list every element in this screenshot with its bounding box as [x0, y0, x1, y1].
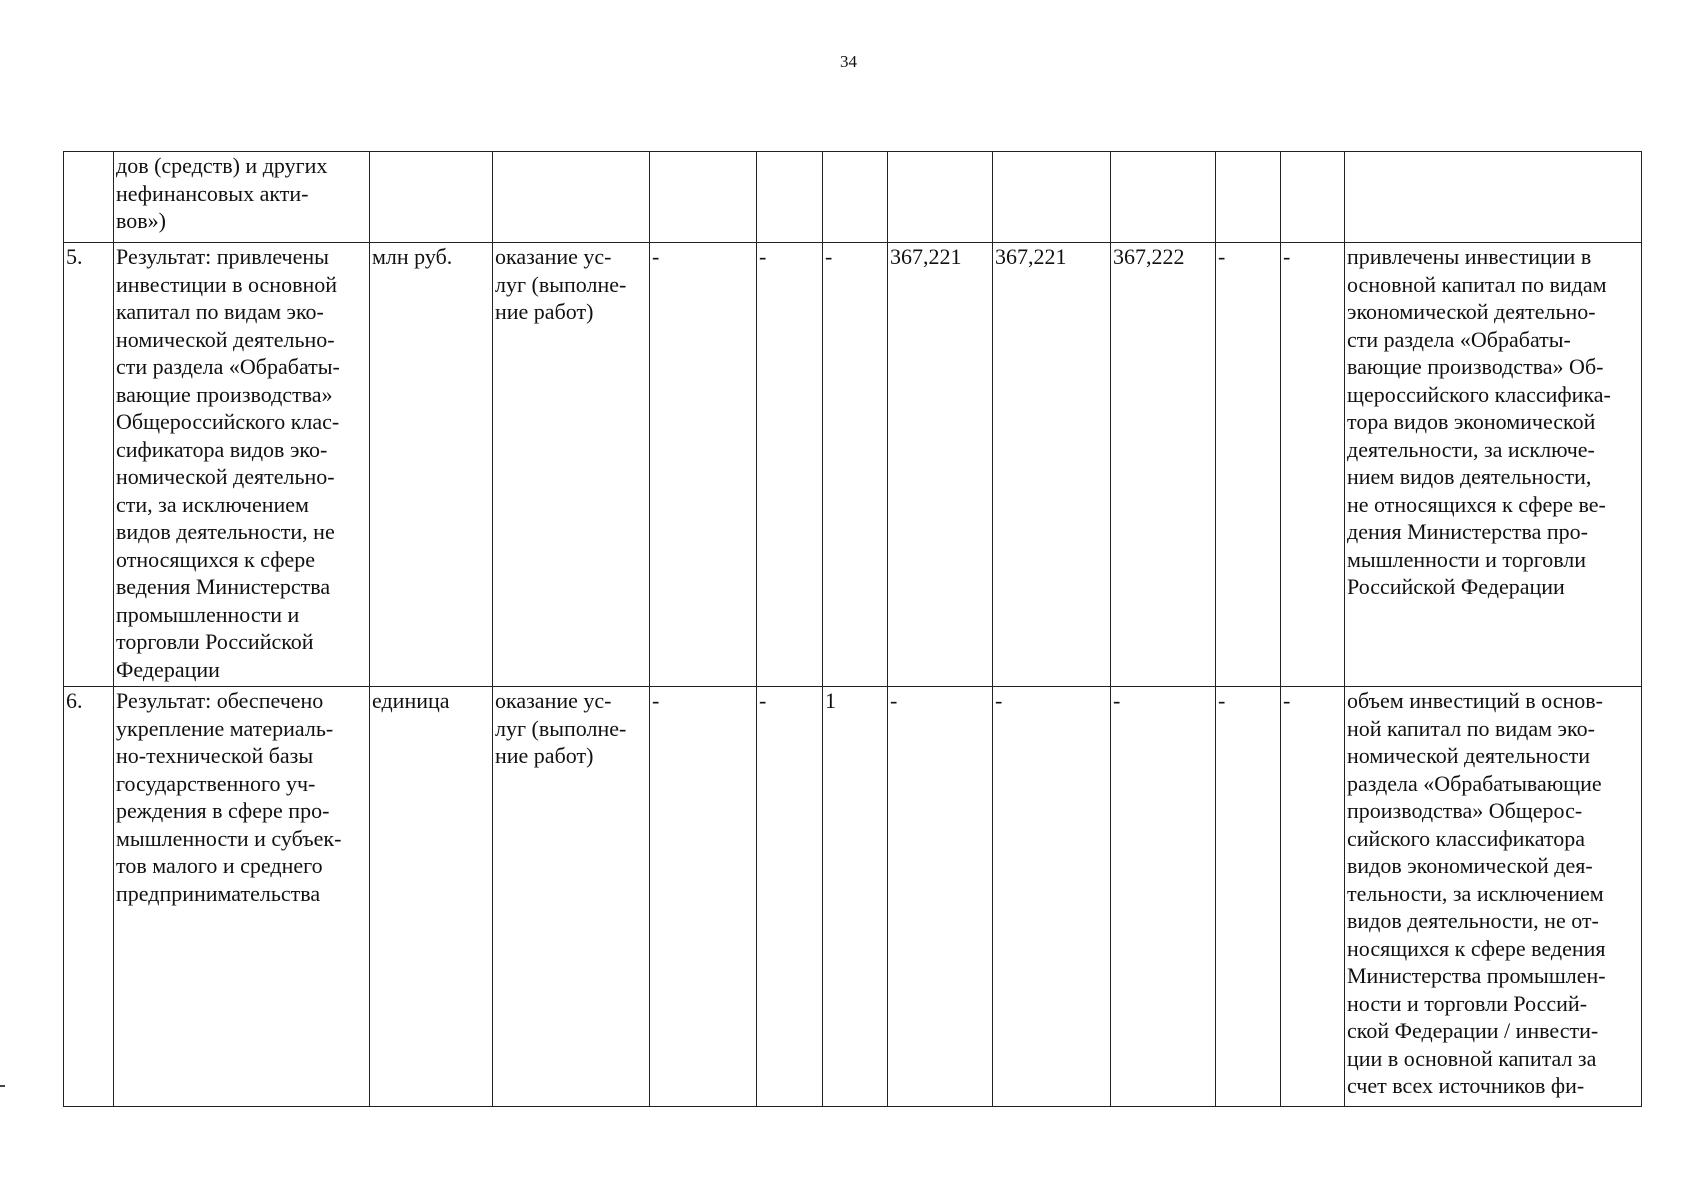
value-cell: -	[650, 243, 757, 687]
value-cell: -	[1216, 687, 1281, 1107]
unit	[370, 152, 493, 243]
value-cell: -	[650, 687, 757, 1107]
results-table	[63, 151, 1642, 1107]
value-cell	[1216, 152, 1281, 243]
result-description: привлечены инвестиции в основной капитал по видам экономической деятельно- сти раздела «Обрабаты- вающие производства» Об- щероссийского классифика- тора видов экономической деятельности, за исключе- нием видов деятельности, не относящихся к сфере ве- дения Министерства про- мышленности и торговли Российской Федерации	[1345, 243, 1642, 687]
value-cell	[1111, 152, 1216, 243]
table-row-6	[64, 687, 1642, 1107]
value-cell: 1	[823, 687, 888, 1107]
page-number: 34	[840, 52, 857, 71]
unit: единица	[370, 687, 493, 1107]
result-type	[493, 152, 650, 243]
result-description	[1345, 152, 1642, 243]
unit: млн руб.	[370, 243, 493, 687]
row-number: 5.	[64, 243, 114, 687]
table-row-continued	[64, 152, 1642, 243]
value-cell: -	[993, 687, 1111, 1107]
value-cell: 367,222	[1111, 243, 1216, 687]
value-cell: 367,221	[993, 243, 1111, 687]
value-cell: -	[888, 687, 993, 1107]
value-cell	[888, 152, 993, 243]
value-cell: -	[1111, 687, 1216, 1107]
value-cell	[993, 152, 1111, 243]
table-row-5	[64, 243, 1642, 687]
result-name: Результат: обеспечено укрепление материаль- но-технической базы государственного уч- реждения в сфере про- мышленности и субъек- тов малого и среднего предпринимательства	[114, 687, 370, 1107]
result-type: оказание ус- луг (выполне- ние работ)	[493, 687, 650, 1107]
result-type: оказание ус- луг (выполне- ние работ)	[493, 243, 650, 687]
value-cell	[757, 152, 823, 243]
value-cell	[823, 152, 888, 243]
value-cell: -	[823, 243, 888, 687]
result-description: объем инвестиций в основ- ной капитал по видам эко- номической деятельности раздела «Обрабатывающие производства» Общерос- сийского классификатора видов экономической дея- тельности, за исключением видов деятельности, не от- носящихся к сфере ведения Министерства промышлен- ности и торговли Россий- ской Федерации / инвести- ции в основной капитал за счет всех источников фи-	[1345, 687, 1642, 1107]
value-cell: -	[1216, 243, 1281, 687]
row-number	[64, 152, 114, 243]
value-cell: -	[757, 687, 823, 1107]
value-cell: -	[1281, 243, 1345, 687]
value-cell: -	[1281, 687, 1345, 1107]
result-name: дов (средств) и других нефинансовых акти- вов»)	[114, 152, 370, 243]
value-cell: 367,221	[888, 243, 993, 687]
scan-edge-mark	[0, 1085, 5, 1087]
value-cell	[650, 152, 757, 243]
result-name: Результат: привлечены инвестиции в основной капитал по видам эко- номической деятельно- сти раздела «Обрабаты- вающие производства» Общероссийского клас- сификатора видов эко- номической деятельно- сти, за исключением видов деятельности, не относящихся к сфере ведения Министерства промышленности и торговли Российской Федерации	[114, 243, 370, 687]
row-number: 6.	[64, 687, 114, 1107]
value-cell: -	[757, 243, 823, 687]
value-cell	[1281, 152, 1345, 243]
